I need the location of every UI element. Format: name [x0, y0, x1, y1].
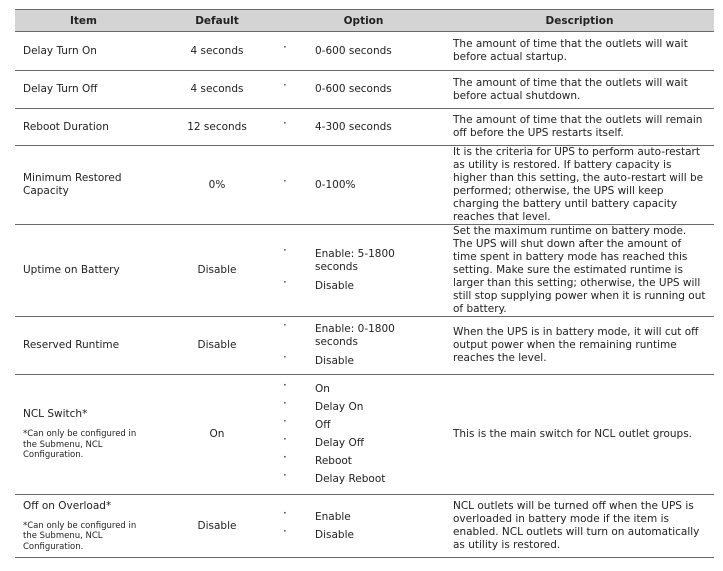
option-item: · Disable	[282, 529, 445, 542]
header-item: Item	[15, 10, 152, 32]
default-cell: Disable	[152, 495, 282, 558]
description-cell: It is the criteria for UPS to perform auto-restart as utility is restored. If battery capacity is higher than this setting, the auto-restart will be performed; otherwise, the UPS will keep charging the battery until battery capacity reaches that level.	[445, 146, 714, 225]
default-cell: Disable	[152, 317, 282, 375]
option-item: · 0-100%	[282, 179, 445, 192]
table-row	[15, 375, 714, 495]
item-cell: Minimum Restored Capacity	[15, 146, 152, 225]
default-cell: On	[152, 375, 282, 495]
description-cell: The amount of time that the outlets will remain off before the UPS restarts itself.	[445, 109, 714, 146]
table-row	[15, 109, 714, 146]
item-cell: Delay Turn Off	[15, 71, 152, 109]
option-item: · Disable	[282, 355, 445, 368]
option-cell	[282, 146, 445, 225]
option-item: · Enable: 0-1800 seconds	[282, 323, 445, 349]
item-label: NCL Switch*	[23, 408, 88, 421]
option-item: · 0-600 seconds	[282, 45, 445, 58]
option-item: · Disable	[282, 280, 445, 293]
item-cell: Delay Turn On	[15, 32, 152, 71]
option-item: · Enable: 5-1800 seconds	[282, 248, 445, 274]
option-item: · On	[282, 383, 445, 396]
settings-table	[15, 9, 714, 558]
option-item: · Enable	[282, 511, 445, 524]
description-cell: When the UPS is in battery mode, it will cut off output power when the remaining runtime reaches the level.	[445, 317, 714, 375]
table-row	[15, 225, 714, 317]
default-cell: 4 seconds	[152, 32, 282, 71]
table-row	[15, 146, 714, 225]
option-cell	[282, 317, 445, 375]
item-cell: Reboot Duration	[15, 109, 152, 146]
default-cell: Disable	[152, 225, 282, 317]
description-cell: The amount of time that the outlets will wait before actual startup.	[445, 32, 714, 71]
table-row	[15, 317, 714, 375]
header-default: Default	[152, 10, 282, 32]
option-item: · Delay On	[282, 401, 445, 414]
option-item: · Reboot	[282, 455, 445, 468]
description-cell: This is the main switch for NCL outlet groups.	[445, 375, 714, 495]
item-cell	[15, 375, 152, 495]
option-cell	[282, 495, 445, 558]
item-footnote: *Can only be configured in the Submenu, NCL Configuration.	[23, 520, 137, 552]
table-row	[15, 32, 714, 71]
table-row	[15, 71, 714, 109]
description-cell: The amount of time that the outlets will wait before actual shutdown.	[445, 71, 714, 109]
default-cell: 12 seconds	[152, 109, 282, 146]
item-cell	[15, 495, 152, 558]
item-cell: Reserved Runtime	[15, 317, 152, 375]
option-item: · 4-300 seconds	[282, 121, 445, 134]
option-item: · Off	[282, 419, 445, 432]
option-cell	[282, 109, 445, 146]
option-item: · Delay Reboot	[282, 473, 445, 486]
table-row	[15, 495, 714, 558]
header-option: Option	[282, 10, 445, 32]
default-cell: 0%	[152, 146, 282, 225]
option-cell	[282, 71, 445, 109]
option-cell	[282, 32, 445, 71]
item-footnote: *Can only be configured in the Submenu, NCL Configuration.	[23, 429, 137, 461]
header-description: Description	[445, 10, 714, 32]
default-cell: 4 seconds	[152, 71, 282, 109]
item-label: Off on Overload*	[23, 499, 112, 512]
description-cell: Set the maximum runtime on battery mode. The UPS will shut down after the amount of time spent in battery mode has reached this setting. Make sure the estimated runtime is larger than this setting; otherwise, the UPS will still stop supplying power when it is running out of battery.	[445, 225, 714, 317]
table-header-row	[15, 10, 714, 32]
description-cell: NCL outlets will be turned off when the UPS is overloaded in battery mode if the item is enabled. NCL outlets will turn on automatically as utility is restored.	[445, 495, 714, 558]
option-cell	[282, 375, 445, 495]
option-cell	[282, 225, 445, 317]
option-item: · Delay Off	[282, 437, 445, 450]
option-item: · 0-600 seconds	[282, 83, 445, 96]
item-cell: Uptime on Battery	[15, 225, 152, 317]
